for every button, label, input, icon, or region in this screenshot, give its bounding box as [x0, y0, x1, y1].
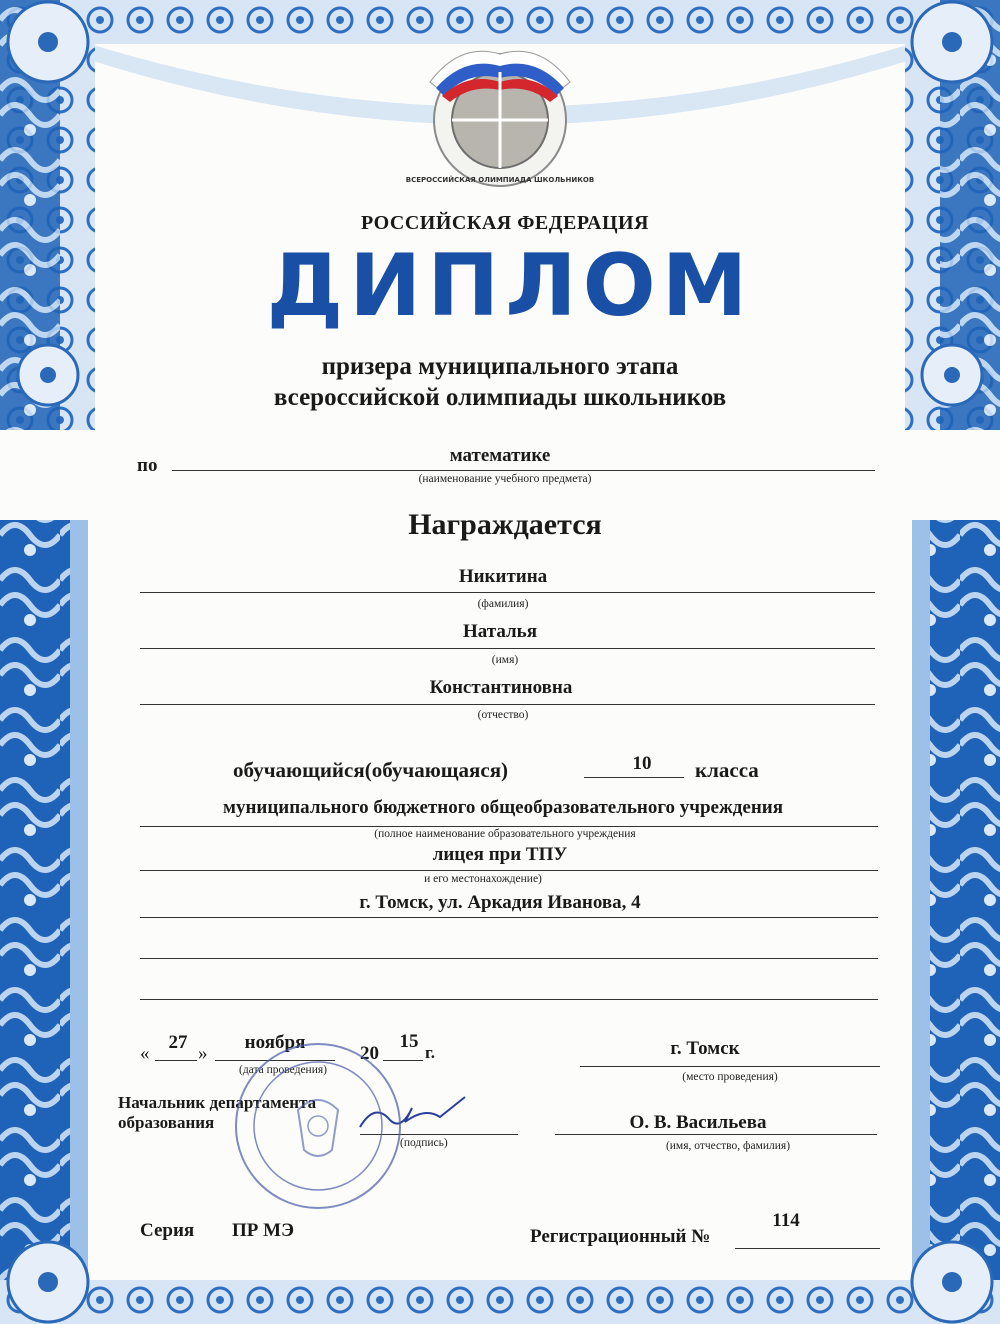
signature-caption: (подпись) — [400, 1137, 448, 1149]
awarded-heading: Награждается — [408, 508, 602, 541]
date-close-quote: » — [198, 1043, 208, 1064]
student-label: обучающийся(обучающаяся) — [233, 758, 509, 782]
subject-caption: (наименование учебного предмета) — [418, 473, 592, 485]
place-caption: (место проведения) — [682, 1071, 778, 1083]
signatory-name: О. В. Васильева — [629, 1112, 767, 1133]
signatory-name-line — [555, 1134, 877, 1135]
registration-line — [735, 1248, 880, 1249]
subtitle-line-1: призера муниципального этапа — [321, 353, 679, 380]
name-value: Наталья — [462, 621, 538, 642]
subtitle-line-2: всероссийской олимпиады школьников — [273, 384, 727, 411]
institution-line-1: муниципального бюджетного общеобразовательного учреждения — [223, 797, 783, 818]
date-day: 27 — [168, 1032, 188, 1053]
blank-rule-2 — [140, 999, 878, 1000]
date-month: ноября — [244, 1032, 306, 1053]
subject-value: математике — [449, 445, 551, 466]
date-day-line — [155, 1060, 197, 1061]
place-value: г. Томск — [670, 1038, 740, 1059]
registration-number: 114 — [772, 1210, 800, 1231]
signatory-title-1: Начальник департамента — [118, 1093, 317, 1112]
institution-rule-2 — [140, 870, 878, 871]
series-value: ПР МЭ — [232, 1220, 294, 1241]
date-open-quote: « — [140, 1043, 150, 1064]
registration-label: Регистрационный № — [530, 1226, 711, 1247]
country-heading: РОССИЙСКАЯ ФЕДЕРАЦИЯ — [360, 212, 650, 234]
signatory-name-caption: (имя, отчество, фамилия) — [665, 1140, 791, 1152]
date-caption: (дата проведения) — [239, 1064, 327, 1076]
blank-rule-1 — [140, 958, 878, 959]
date-century: 20 — [360, 1043, 379, 1064]
series-label: Серия — [140, 1220, 195, 1241]
institution-caption-2: и его местонахождение) — [424, 873, 542, 885]
surname-line — [140, 592, 875, 593]
institution-address: г. Томск, ул. Аркадия Иванова, 4 — [359, 892, 641, 913]
grade-value: 10 — [632, 753, 652, 774]
name-line — [140, 648, 875, 649]
signatory-title-2: образования — [118, 1113, 215, 1132]
diploma-title: ДИПЛОМ — [266, 236, 754, 336]
patronymic-line — [140, 704, 875, 705]
surname-caption: (фамилия) — [477, 598, 529, 610]
date-year: 15 — [399, 1031, 419, 1052]
subject-line — [172, 470, 875, 471]
institution-rule-1 — [140, 826, 878, 827]
official-seal — [232, 1040, 404, 1212]
olympiad-emblem — [405, 42, 595, 192]
grade-line — [584, 777, 684, 778]
institution-rule-3 — [140, 917, 878, 918]
subject-label: по — [137, 455, 158, 476]
institution-line-2: лицея при ТПУ — [432, 844, 568, 865]
name-caption: (имя) — [491, 654, 519, 666]
place-line — [580, 1066, 880, 1067]
grade-label: класса — [695, 758, 759, 782]
surname-value: Никитина — [458, 566, 548, 587]
emblem-caption: ВСЕРОССИЙСКАЯ ОЛИМПИАДА ШКОЛЬНИКОВ — [405, 176, 595, 184]
patronymic-caption: (отчество) — [477, 709, 529, 721]
patronymic-value: Константиновна — [429, 677, 573, 698]
institution-caption-1: (полное наименование образовательного учреждения — [374, 828, 636, 840]
date-year-abbr: г. — [425, 1043, 436, 1062]
